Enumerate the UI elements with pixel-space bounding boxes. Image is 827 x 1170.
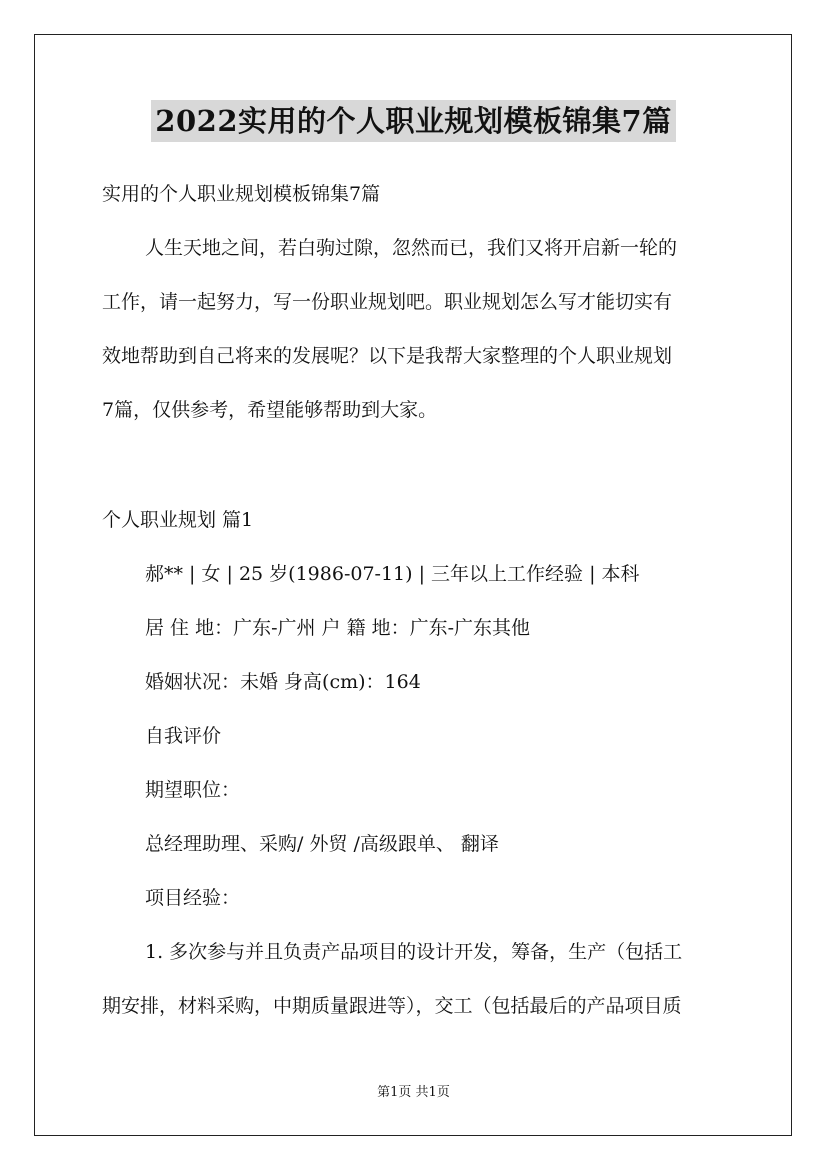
section-heading: 个人职业规划 篇1 [102,509,254,531]
intro-line: 工作，请一起努力，写一份职业规划吧。职业规划怎么写才能切实有 [102,291,673,313]
subtitle: 实用的个人职业规划模板锦集7篇 [102,183,381,205]
intro-line: 7篇，仅供参考，希望能够帮助到大家。 [102,399,438,421]
title-container [0,100,827,142]
project-experience-label: 项目经验： [145,887,241,909]
self-evaluation-label: 自我评价 [145,725,222,747]
intro-line: 人生天地之间，若白驹过隙，忽然而已，我们又将开启新一轮的 [145,237,678,259]
profile-summary: 郝** | 女 | 25 岁(1986-07-11) | 三年以上工作经验 | 本科 [145,563,640,585]
expected-position-label: 期望职位： [145,779,241,801]
intro-line: 效地帮助到自己将来的发展呢？以下是我帮大家整理的个人职业规划 [102,345,673,367]
project-line: 1. 多次参与并且负责产品项目的设计开发，筹备，生产（包括工 [145,941,683,963]
project-line: 期安排，材料采购，中期质量跟进等），交工（包括最后的产品项目质 [102,995,682,1017]
page-footer: 第1页 共1页 [377,1085,450,1100]
profile-marital: 婚姻状况：未婚 身高(cm)：164 [145,671,421,693]
profile-residence: 居 住 地：广东-广州 户 籍 地：广东-广东其他 [145,617,531,639]
expected-positions: 总经理助理、采购/ 外贸 /高级跟单、 翻译 [145,833,499,855]
document-title: 2022实用的个人职业规划模板锦集7篇 [151,100,675,142]
